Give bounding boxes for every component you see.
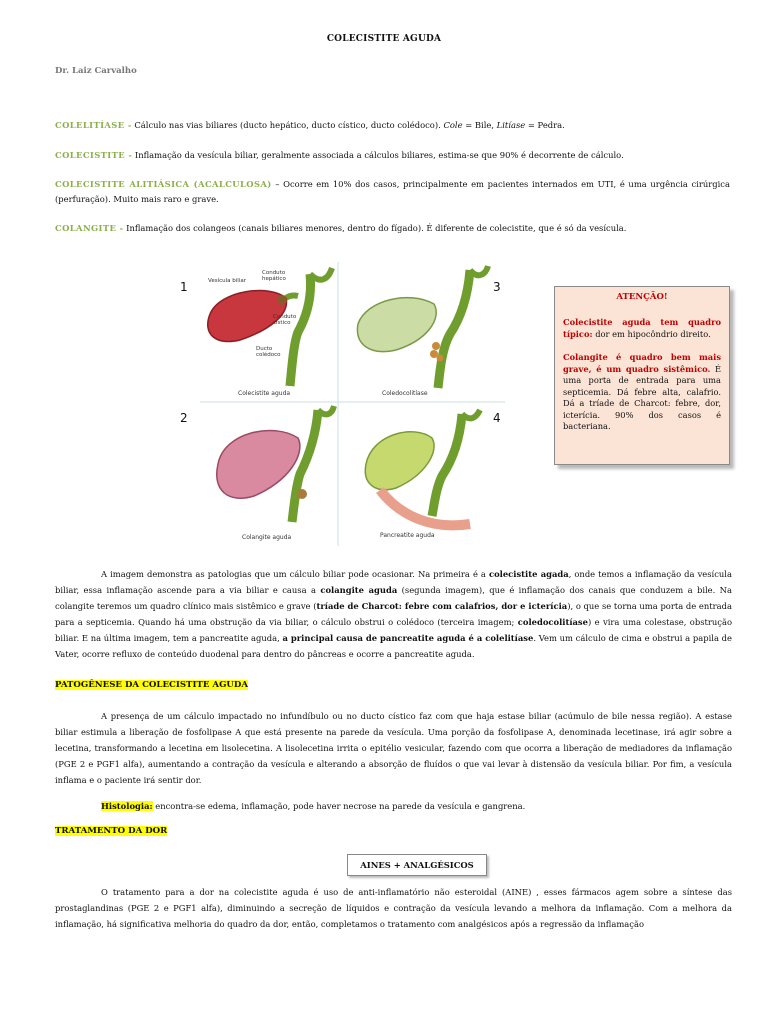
body-paragraph: O tratamento para a dor na colecistite aguda é uso de anti-inflamatório não esteroidal (AINE) , esses fármacos agem sobre a síntese das prostaglandinas (PGE 2 e PGF1 alfa), diminuindo a secreção de líquidos e contração da vesícula levando a melhora da inflamação. Com a melhora da inflamação, há significativa melhoria do quadro da dor, então, completamos o tratamento com analgésicos após a regressão da inflamação	[55, 887, 732, 929]
histology-paragraph: Histologia: encontra-se edema, inflamação, pode haver necrose na parede da vesícula e gangrena.	[101, 801, 526, 811]
section-heading: TRATAMENTO DA DOR	[55, 826, 168, 836]
label-cistico: Conduto cístico	[273, 314, 297, 326]
definition-colangite: COLANGITE - Inflamação dos colangeos (canais biliares menores, dentro do fígado). É diferente de colecistite, que é só da vesícula.	[55, 223, 627, 233]
author-name: Dr. Laiz Carvalho	[55, 66, 137, 76]
figure-number: 1	[180, 280, 188, 294]
definition-colelitiase: COLELITÍASE - Cálculo nas vias biliares (ducto hepático, ducto cístico, ducto colédoco). Cole = Bile, Litíase = Pedra.	[55, 120, 565, 130]
aines-box: AINES + ANALGÉSICOS	[347, 854, 487, 876]
attention-paragraph: Colangite é quadro bem mais grave, é um quadro sistêmico. É uma porta de entrada para uma septicemia. Dá febre alta, calafrio. Dá a tríade de Charcot: febre, dor, icterícia. 90% dos casos é bacteriana.	[563, 352, 721, 431]
label-hepatico: Conduto hepático	[262, 270, 286, 282]
definition-colecistite-alitiasica: COLECISTITE ALITIÁSICA (ACALCULOSA) – Ocorre em 10% dos casos, principalmente em pacientes internados em UTI, é uma urgência cirúrgica (perfuração). Muito mais raro e grave.	[55, 179, 730, 204]
figure-caption: Colangite aguda	[242, 534, 292, 541]
figure-number: 2	[180, 411, 188, 425]
attention-paragraph: Colecistite aguda tem quadro típico: dor em hipocôndrio direito.	[563, 317, 721, 339]
document-title: COLECISTITE AGUDA	[326, 34, 442, 44]
term-label: COLECISTITE -	[55, 150, 133, 160]
figure-number: 3	[493, 280, 501, 294]
figure-number: 4	[493, 411, 501, 425]
gallbladder-drawing	[170, 254, 510, 554]
label-coledoco: Ducto colédoco	[256, 346, 281, 358]
gallbladder-illustration	[170, 254, 510, 554]
label-vesicula: Vesícula biliar	[208, 278, 246, 284]
definition-colecistite: COLECISTITE - Inflamação da vesícula biliar, geralmente associada a cálculos biliares, estima-se que 90% é decorrente de cálculo.	[55, 150, 624, 160]
section-heading: PATOGÊNESE DA COLECISTITE AGUDA	[55, 680, 249, 690]
term-label: COLELITÍASE -	[55, 120, 132, 130]
figure-caption: Colecistite aguda	[238, 390, 291, 397]
term-label: COLANGITE -	[55, 223, 124, 233]
attention-box	[554, 286, 730, 465]
term-label: COLECISTITE ALITIÁSICA (ACALCULOSA)	[55, 179, 272, 189]
figure-caption: Coledocolitíase	[382, 390, 428, 397]
attention-title: ATENÇÃO!	[616, 292, 668, 302]
body-paragraph: A presença de um cálculo impactado no infundíbulo ou no ducto cístico faz com que haja estase biliar (acúmulo de bile nessa região). A estase biliar estimula a liberação de fosfolipase A que está presente na parede da vesícula. Uma porção da fosfolipase A, denominada lecetinase, irá agir sobre a lecetina, transformando a lecetina em lisolecetina. A lisolecetina irrita o epitélio vesicular, fazendo com que ocorra a liberação de mediadores da inflamação (PGE 2 e PGF1 alfa), aumentando a contração da vesícula e alterando a absorção de fluídos o que vai levar à distensão da vesícula biliar. Por fim, a vesícula inflama e o paciente irá sentir dor.	[55, 711, 732, 785]
figure-caption: Pancreatite aguda	[380, 532, 435, 539]
body-paragraph: A imagem demonstra as patologias que um cálculo biliar pode ocasionar. Na primeira é a colecistite agada, onde temos a inflamação da vesícula biliar, essa inflamação ascende para a via biliar e causa a colangite aguda (segunda imagem), que é inflamação dos canais que conduzem a bile. Na colangite teremos um quadro clínico mais sistêmico e grave (tríade de Charcot: febre com calafrios, dor e icterícia), o que se torna uma porta de entrada para a septicemia. Quando há uma obstrução da via biliar, o cálculo obstrui o colédoco (terceira imagem; coledocolitíase) e vira uma colestase, obstrução biliar. E na última imagem, tem a pancreatite aguda, a principal causa de pancreatite aguda é a colelitíase. Vem um cálculo de cima e obstrui a papila de Vater, ocorre refluxo de conteúdo duodenal para dentro do pâncreas e ocorre a pancreatite aguda.	[55, 569, 732, 659]
